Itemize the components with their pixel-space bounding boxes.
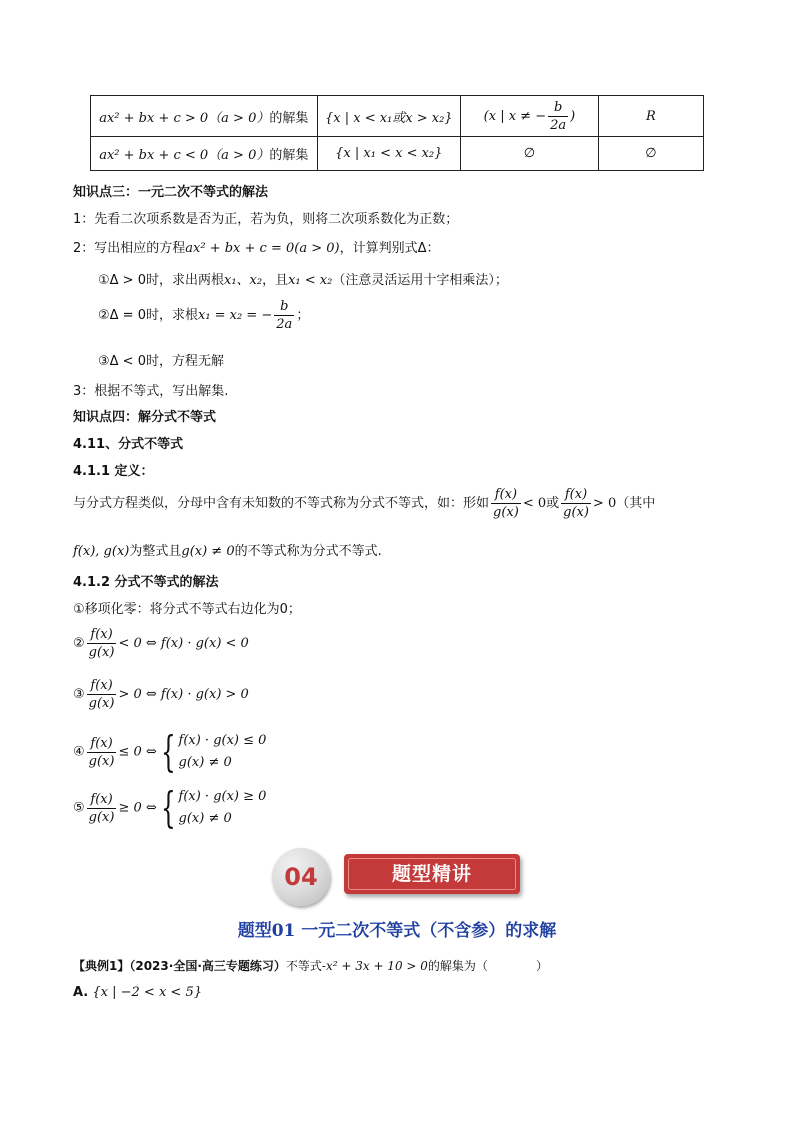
system-line: g(x) ≠ 0 (178, 811, 232, 826)
table-row (91, 96, 704, 137)
condition-label: 的解集 (269, 110, 309, 126)
section-title: 题型01 一元二次不等式（不含参）的求解 (237, 921, 557, 941)
rule-2 (73, 626, 249, 661)
case1-inequality: x₁ < x₂ (288, 273, 333, 288)
kp4-subheading-12: 4.1.2 分式不等式的解法 (73, 575, 219, 590)
kp3-step3: 3：根据不等式，写出解集. (73, 384, 229, 399)
fraction (87, 735, 117, 770)
fraction-numerator: f(x) (87, 677, 117, 695)
definition-condition: g(x) ≠ 0 (181, 544, 235, 559)
fraction (561, 486, 591, 521)
fraction-denominator: 2a (550, 117, 567, 133)
table-cell (460, 96, 598, 137)
rule-1: ①移项化零：将分式不等式右边化为0； (73, 602, 301, 617)
banner-label: 题型精讲 (391, 863, 472, 885)
rule-relation: < 0 ⇔ f(x) · g(x) < 0 (118, 636, 249, 651)
definition-paren: （其中 (616, 496, 656, 511)
condition-expression: ax² + bx + c < 0（a > 0） (99, 148, 270, 163)
kp4-subheading-1: 4.11、分式不等式 (73, 437, 184, 452)
fraction-numerator: f(x) (87, 735, 117, 753)
option-a-value: {x | −2 < x < 5} (92, 985, 202, 1000)
rule-4 (73, 727, 267, 776)
table-cell: R (598, 96, 703, 137)
table-cell: ∅ (598, 137, 703, 171)
step2-text-end: ，计算判别式Δ： (339, 241, 440, 256)
case-zero-prefix: (x | x ≠ − (483, 108, 547, 124)
fraction-numerator: f(x) (87, 626, 117, 644)
case1-roots: x₁、x₂ (223, 273, 263, 288)
case2-expression: x₁ = x₂ = − (197, 308, 273, 323)
fraction-numerator: f(x) (561, 486, 591, 504)
brace-symbol: { (160, 727, 176, 776)
kp3-case1 (98, 269, 508, 288)
rule-relation: ≤ 0 ⇔ (118, 744, 157, 760)
table-cell: {x | x < x₁或x > x₂} (317, 96, 460, 137)
kp3-case2 (98, 298, 309, 333)
step2-text: 2：写出相应的方程 (73, 241, 186, 256)
question-close: ） (535, 959, 548, 973)
answer-blank (488, 959, 536, 973)
fraction-denominator: g(x) (563, 505, 589, 520)
kp3-step1: 1：先看二次项系数是否为正，若为负，则将二次项系数化为正数； (73, 212, 459, 227)
case-zero-suffix: ) (570, 108, 576, 124)
kp3-heading: 知识点三：一元二次不等式的解法 (73, 185, 269, 200)
relation: > 0 (592, 496, 617, 511)
system-line: f(x) · g(x) ≥ 0 (178, 789, 267, 804)
definition-text: 为整式且 (129, 544, 182, 559)
table-row (91, 137, 704, 171)
rule-marker: ④ (73, 744, 85, 760)
step2-condition: (a > 0) (294, 241, 340, 256)
rule-5 (73, 783, 267, 832)
system-line: g(x) ≠ 0 (178, 755, 232, 770)
fraction-denominator: g(x) (493, 505, 519, 520)
example-tag: 【典例1】 (73, 959, 130, 973)
inequality-system (179, 730, 267, 774)
brace-symbol: { (160, 783, 176, 832)
definition-functions: f(x), g(x) (73, 544, 130, 559)
fraction (87, 626, 117, 661)
kp3-case3: ③Δ < 0时，方程无解 (98, 354, 224, 369)
case2-text: ②Δ = 0时，求根 (98, 308, 198, 323)
relation: < 0 (522, 496, 547, 511)
table-cell (91, 96, 318, 137)
fraction-numerator: b (548, 99, 568, 117)
condition-expression: ax² + bx + c > 0（a > 0） (99, 110, 270, 126)
fraction (274, 298, 294, 333)
table-cell (91, 137, 318, 171)
definition-text-end: 的不等式称为分式不等式. (234, 544, 382, 559)
fraction-numerator: f(x) (87, 791, 117, 809)
system-line: f(x) · g(x) ≤ 0 (178, 733, 267, 748)
condition-label: 的解集 (269, 148, 309, 163)
fraction (87, 791, 117, 826)
fraction-denominator: g(x) (88, 809, 115, 825)
banner-pill (344, 854, 520, 894)
case1-note: （注意灵活运用十字相乘法）； (332, 273, 508, 288)
rule-relation: > 0 ⇔ f(x) · g(x) > 0 (118, 687, 249, 702)
fraction-denominator: g(x) (88, 753, 115, 769)
option-a[interactable] (73, 985, 202, 1000)
fraction (491, 486, 521, 521)
fraction-denominator: 2a (276, 317, 293, 332)
definition-or: 或 (546, 496, 560, 511)
kp4-heading: 知识点四：解分式不等式 (73, 410, 217, 425)
table-cell: ∅ (460, 137, 598, 171)
fraction (87, 677, 117, 712)
section-banner (272, 848, 522, 908)
kp4-definition-line1 (73, 486, 655, 521)
case1-text: ①Δ > 0时，求出两根 (98, 273, 224, 288)
question-expression: -x² + 3x + 10 > 0 (321, 959, 428, 973)
definition-text: 与分式方程类似，分母中含有未知数的不等式称为分式不等式，如：形如 (73, 496, 490, 511)
fraction-denominator: g(x) (88, 696, 115, 711)
case1-mid: ，且 (262, 273, 289, 288)
case2-end: ； (296, 308, 310, 323)
solution-set-table (90, 95, 704, 171)
fraction (548, 99, 568, 134)
rule-relation: ≥ 0 ⇔ (118, 800, 157, 816)
example-source: （2023·全国·高三专题练习） (129, 959, 286, 973)
rule-marker: ② (73, 636, 85, 651)
kp4-subheading-11: 4.1.1 定义： (73, 464, 154, 479)
banner-number-circle (272, 848, 330, 906)
rule-marker: ③ (73, 687, 85, 702)
rule-3 (73, 677, 249, 712)
question-text: 不等式 (285, 959, 322, 973)
option-a-label: A. (73, 985, 89, 1000)
inequality-system (179, 786, 267, 830)
table-cell: {x | x₁ < x < x₂} (317, 137, 460, 171)
question-text-end: 的解集为（ (427, 959, 488, 973)
rule-marker: ⑤ (73, 800, 85, 816)
kp4-definition-line2 (73, 540, 382, 559)
fraction-numerator: f(x) (491, 486, 521, 504)
fraction-denominator: g(x) (88, 645, 115, 660)
kp3-step2 (73, 237, 440, 256)
banner-number: 04 (284, 863, 318, 891)
example-question (73, 957, 548, 974)
fraction-numerator: b (274, 298, 294, 316)
step2-equation: ax² + bx + c = 0 (185, 241, 295, 256)
